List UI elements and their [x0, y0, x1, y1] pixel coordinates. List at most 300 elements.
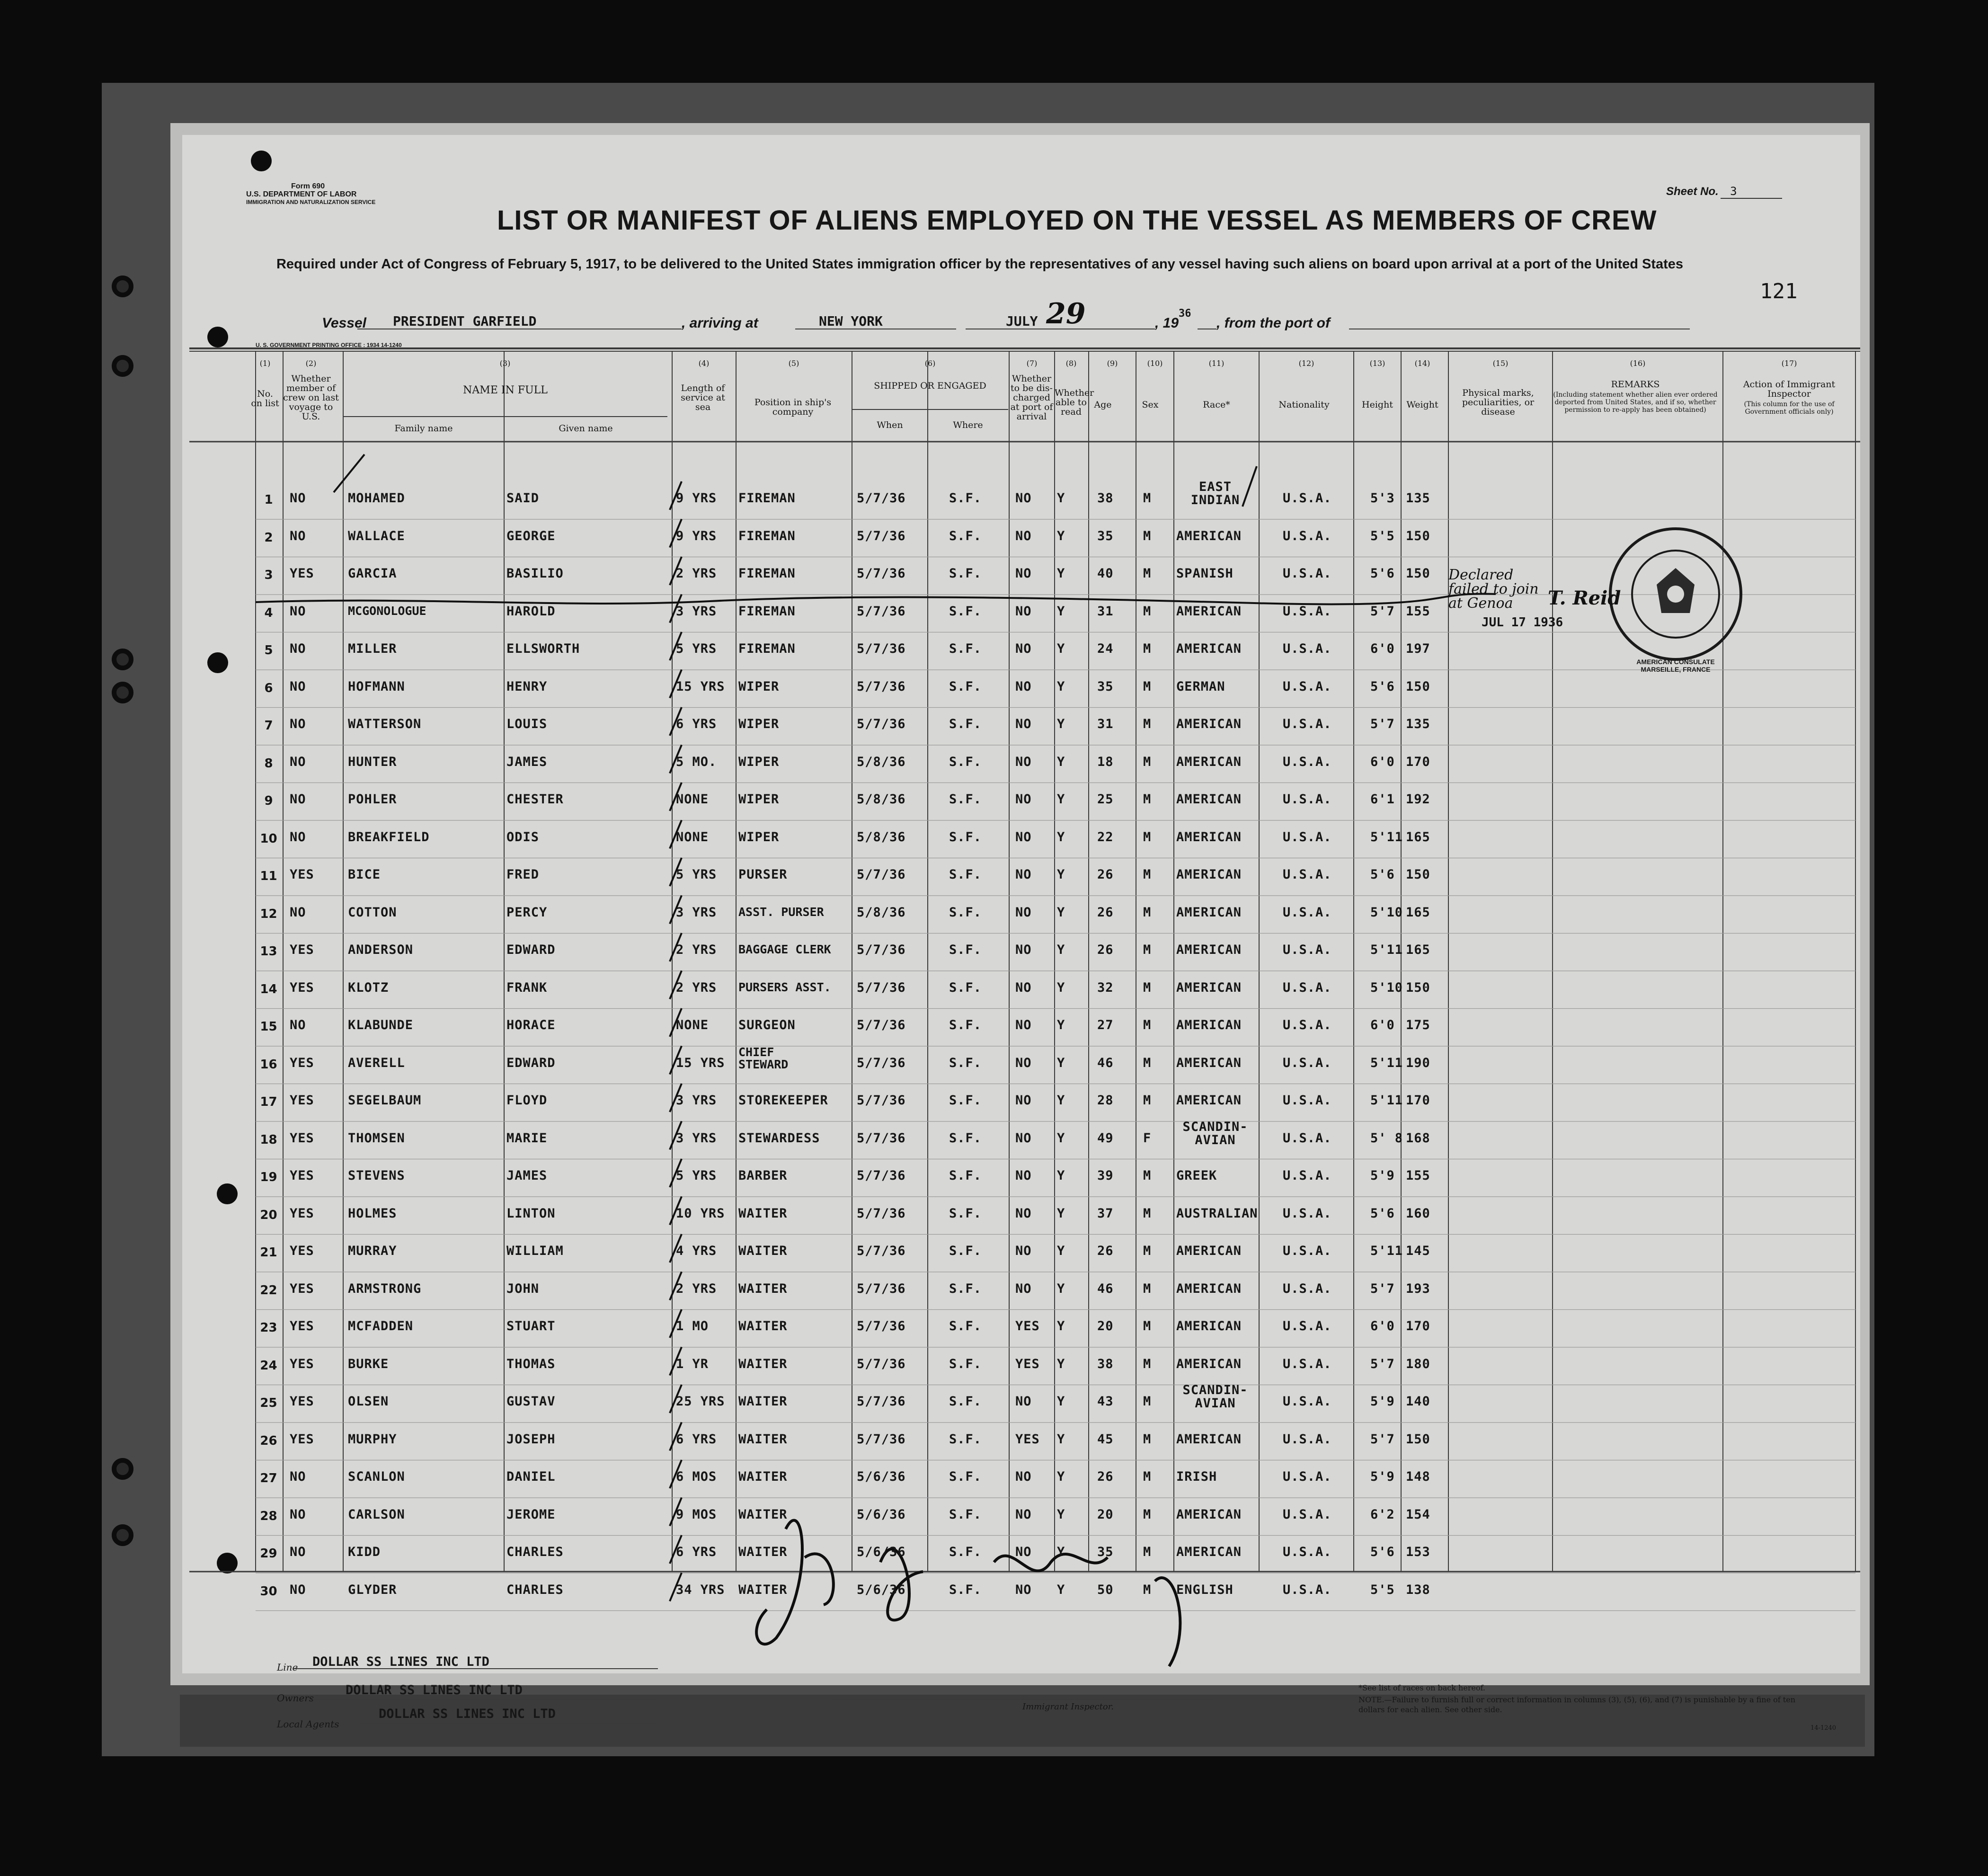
shipped-where-cell: S.F.	[949, 1055, 982, 1070]
family-name-cell: KLABUNDE	[348, 1018, 414, 1032]
able-to-read-cell: Y	[1057, 1394, 1065, 1409]
length-of-service-cell: 9 MOS	[676, 1507, 717, 1522]
nationality-cell: U.S.A.	[1283, 1130, 1332, 1146]
height-cell: 5'11	[1370, 829, 1403, 845]
length-of-service-cell: 5 MO.	[676, 754, 717, 769]
position-cell: FIREMAN	[738, 491, 796, 506]
crew-last-voyage-cell: YES	[290, 1168, 314, 1183]
line-value: DOLLAR SS LINES INC LTD	[312, 1654, 489, 1669]
nationality-cell: U.S.A.	[1283, 1244, 1332, 1258]
to-be-discharged-cell: NO	[1015, 679, 1032, 694]
nationality-cell: U.S.A.	[1283, 905, 1332, 920]
age-cell: 26	[1097, 1244, 1114, 1258]
arrival-port: NEW YORK	[819, 313, 883, 329]
to-be-discharged-cell: NO	[1015, 566, 1032, 581]
height-cell: 6'0	[1370, 641, 1395, 656]
column-number: (13)	[1369, 359, 1385, 368]
header-remarks: REMARKS	[1611, 379, 1660, 390]
row-number: 2	[264, 530, 273, 545]
header-position: Position in ship's company	[754, 397, 832, 417]
sex-cell: M	[1143, 905, 1152, 920]
header-nationality: Nationality	[1278, 400, 1330, 410]
able-to-read-cell: Y	[1057, 491, 1065, 506]
crew-last-voyage-cell: NO	[290, 491, 306, 506]
able-to-read-cell: Y	[1057, 792, 1065, 807]
length-of-service-cell: 3 YRS	[676, 1130, 717, 1146]
column-number: (1)	[259, 359, 271, 368]
given-name-cell: LINTON	[506, 1206, 556, 1221]
race-cell: AUSTRALIAN	[1176, 1206, 1258, 1221]
crew-last-voyage-cell: YES	[290, 1281, 314, 1296]
header-crew-last-voyage: Whether member of crew on last voyage to U.S.	[283, 373, 339, 422]
weight-cell: 193	[1406, 1281, 1430, 1296]
position-cell: BARBER	[738, 1168, 788, 1183]
nationality-cell: U.S.A.	[1283, 1168, 1332, 1183]
shipped-when-cell: 5/7/36	[857, 566, 906, 581]
race-cell: GERMAN	[1176, 679, 1225, 694]
row-number: 3	[264, 568, 273, 582]
able-to-read-cell: Y	[1057, 1055, 1065, 1070]
able-to-read-cell: Y	[1057, 1582, 1065, 1597]
given-name-cell: JEROME	[506, 1507, 556, 1522]
header-no-on-list: No. on list	[251, 389, 279, 409]
sex-cell: M	[1143, 980, 1152, 995]
race-cell: AMERICAN	[1176, 754, 1242, 769]
row-number: 26	[260, 1433, 277, 1448]
nationality-cell: U.S.A.	[1283, 1319, 1332, 1334]
to-be-discharged-cell: NO	[1015, 905, 1032, 920]
nationality-cell: U.S.A.	[1283, 491, 1332, 506]
column-number: (10)	[1147, 359, 1163, 368]
height-cell: 6'0	[1370, 1319, 1395, 1334]
position-cell: WAITER	[738, 1206, 788, 1221]
position-cell: STEWARDESS	[738, 1130, 820, 1146]
weight-cell: 138	[1406, 1582, 1430, 1597]
shipped-where-cell: S.F.	[949, 1206, 982, 1221]
row-number: 7	[264, 719, 273, 733]
length-of-service-cell: 6 YRS	[676, 717, 717, 731]
position-cell: WAITER	[738, 1319, 788, 1334]
to-be-discharged-cell: NO	[1015, 1130, 1032, 1146]
stamp-text: AMERICAN CONSULATE MARSEILLE, FRANCE	[1636, 658, 1715, 673]
weight-cell: 170	[1406, 1093, 1430, 1108]
age-cell: 20	[1097, 1319, 1114, 1334]
age-cell: 35	[1097, 1545, 1114, 1559]
shipped-when-cell: 5/8/36	[857, 792, 906, 807]
header-name-in-full: NAME IN FULL	[463, 384, 548, 396]
age-cell: 31	[1097, 604, 1114, 619]
vessel-label: Vessel	[322, 315, 366, 331]
able-to-read-cell: Y	[1057, 1469, 1065, 1484]
nationality-cell: U.S.A.	[1283, 641, 1332, 656]
position-cell: FIREMAN	[738, 641, 796, 656]
weight-cell: 150	[1406, 1431, 1430, 1447]
to-be-discharged-cell: NO	[1015, 1206, 1032, 1221]
length-of-service-cell: 15 YRS	[676, 1055, 725, 1070]
header-height: Height	[1362, 400, 1393, 410]
column-number: (4)	[698, 359, 710, 368]
height-cell: 5'10	[1370, 980, 1403, 995]
weight-cell: 197	[1406, 641, 1430, 656]
row-number: 15	[260, 1020, 277, 1034]
height-cell: 5'6	[1370, 1206, 1395, 1221]
race-cell: AMERICAN	[1176, 604, 1242, 619]
height-cell: 5'7	[1370, 1431, 1395, 1447]
shipped-when-cell: 5/7/36	[857, 1018, 906, 1032]
row-number: 19	[260, 1170, 277, 1184]
weight-cell: 145	[1406, 1244, 1430, 1258]
shipped-where-cell: S.F.	[949, 566, 982, 581]
able-to-read-cell: Y	[1057, 980, 1065, 995]
length-of-service-cell: 6 YRS	[676, 1545, 717, 1559]
header-able-read: Whether able to read	[1055, 388, 1094, 417]
shipped-where-cell: S.F.	[949, 1018, 982, 1032]
to-be-discharged-cell: NO	[1015, 641, 1032, 656]
sex-cell: M	[1143, 604, 1152, 619]
family-name-cell: SEGELBAUM	[348, 1093, 422, 1108]
header-when: When	[877, 420, 903, 430]
height-cell: 5'6	[1370, 1545, 1395, 1559]
given-name-cell: HORACE	[506, 1018, 556, 1032]
length-of-service-cell: 25 YRS	[676, 1394, 725, 1409]
shipped-when-cell: 5/6/36	[857, 1507, 906, 1522]
weight-cell: 155	[1406, 604, 1430, 619]
shipped-when-cell: 5/7/36	[857, 491, 906, 506]
shipped-when-cell: 5/7/36	[857, 528, 906, 543]
age-cell: 38	[1097, 491, 1114, 506]
shipped-where-cell: S.F.	[949, 717, 982, 731]
crew-last-voyage-cell: NO	[290, 792, 306, 807]
given-name-cell: CHARLES	[506, 1545, 564, 1559]
header-remarks-sub: (Including statement whether alien ever ordered deported from United States, and if so, whether permission to re-apply has been obtained)	[1553, 391, 1718, 414]
position-cell: WIPER	[738, 717, 780, 731]
given-name-cell: WILLIAM	[506, 1244, 564, 1258]
age-cell: 46	[1097, 1281, 1114, 1296]
race-cell: AMERICAN	[1176, 1244, 1242, 1258]
row-number: 23	[260, 1321, 277, 1335]
row-number: 13	[260, 944, 277, 959]
weight-cell: 150	[1406, 679, 1430, 694]
form-department: U.S. DEPARTMENT OF LABOR	[246, 190, 357, 198]
given-name-cell: DANIEL	[506, 1469, 556, 1484]
row-number: 8	[264, 756, 273, 771]
crew-last-voyage-cell: NO	[290, 754, 306, 769]
to-be-discharged-cell: NO	[1015, 1507, 1032, 1522]
position-cell: WIPER	[738, 792, 780, 807]
able-to-read-cell: Y	[1057, 1168, 1065, 1183]
column-number: (7)	[1026, 359, 1038, 368]
shipped-where-cell: S.F.	[949, 1281, 982, 1296]
weight-cell: 175	[1406, 1018, 1430, 1032]
height-cell: 5'6	[1370, 679, 1395, 694]
given-name-cell: ODIS	[506, 829, 540, 845]
sex-cell: M	[1143, 1469, 1152, 1484]
crew-last-voyage-cell: NO	[290, 679, 306, 694]
row-number: 17	[260, 1095, 277, 1109]
given-name-cell: THOMAS	[506, 1356, 556, 1371]
local-agents-label: Local Agents	[277, 1718, 339, 1730]
weight-cell: 154	[1406, 1507, 1430, 1522]
height-cell: 5'5	[1370, 1582, 1395, 1597]
position-cell: WAITER	[738, 1507, 788, 1522]
family-name-cell: SCANLON	[348, 1469, 405, 1484]
page-number: 121	[1760, 279, 1798, 303]
shipped-where-cell: S.F.	[949, 792, 982, 807]
length-of-service-cell: 3 YRS	[676, 604, 717, 619]
shipped-when-cell: 5/7/36	[857, 980, 906, 995]
weight-cell: 170	[1406, 754, 1430, 769]
height-cell: 5' 8	[1370, 1130, 1403, 1146]
age-cell: 49	[1097, 1130, 1114, 1146]
sex-cell: M	[1143, 829, 1152, 845]
nationality-cell: U.S.A.	[1283, 1469, 1332, 1484]
position-cell: WAITER	[738, 1244, 788, 1258]
crew-last-voyage-cell: NO	[290, 829, 306, 845]
shipped-when-cell: 5/7/36	[857, 1093, 906, 1108]
family-name-cell: HOLMES	[348, 1206, 397, 1221]
position-cell: WAITER	[738, 1469, 788, 1484]
header-given-name: Given name	[559, 423, 613, 434]
crew-last-voyage-cell: NO	[290, 1582, 306, 1597]
shipped-where-cell: S.F.	[949, 1394, 982, 1409]
weight-cell: 150	[1406, 566, 1430, 581]
printing-office-line: U. S. GOVERNMENT PRINTING OFFICE : 1934 14-1240	[256, 342, 402, 348]
age-cell: 24	[1097, 641, 1114, 656]
to-be-discharged-cell: NO	[1015, 717, 1032, 731]
length-of-service-cell: NONE	[676, 829, 709, 845]
header-race: Race*	[1203, 400, 1230, 410]
to-be-discharged-cell: NO	[1015, 829, 1032, 845]
age-cell: 25	[1097, 792, 1114, 807]
crew-last-voyage-cell: YES	[290, 867, 314, 882]
shipped-where-cell: S.F.	[949, 1244, 982, 1258]
row4-remark-handwritten: Declared failed to join at Genoa	[1448, 567, 1539, 612]
length-of-service-cell: 34 YRS	[676, 1582, 725, 1597]
row-number: 20	[260, 1208, 277, 1222]
position-cell: WAITER	[738, 1394, 788, 1409]
position-cell: CHIEF STEWARD	[738, 1045, 789, 1071]
sex-cell: M	[1143, 1093, 1152, 1108]
nationality-cell: U.S.A.	[1283, 980, 1332, 995]
position-cell: WAITER	[738, 1281, 788, 1296]
shipped-where-cell: S.F.	[949, 1356, 982, 1371]
to-be-discharged-cell: NO	[1015, 491, 1032, 506]
column-number: (6)	[924, 359, 936, 368]
length-of-service-cell: 6 MOS	[676, 1469, 717, 1484]
nationality-cell: U.S.A.	[1283, 754, 1332, 769]
age-cell: 38	[1097, 1356, 1114, 1371]
sex-cell: F	[1143, 1130, 1152, 1146]
able-to-read-cell: Y	[1057, 942, 1065, 957]
family-name-cell: STEVENS	[348, 1168, 405, 1183]
given-name-cell: MARIE	[506, 1130, 548, 1146]
shipped-when-cell: 5/8/36	[857, 905, 906, 920]
races-note: *See list of races on back hereof.	[1358, 1683, 1486, 1692]
weight-cell: 168	[1406, 1130, 1430, 1146]
able-to-read-cell: Y	[1057, 1244, 1065, 1258]
given-name-cell: LOUIS	[506, 717, 548, 731]
length-of-service-cell: 5 YRS	[676, 1168, 717, 1183]
shipped-where-cell: S.F.	[949, 491, 982, 506]
family-name-cell: BICE	[348, 867, 381, 882]
length-of-service-cell: 2 YRS	[676, 566, 717, 581]
race-cell: IRISH	[1176, 1469, 1217, 1484]
able-to-read-cell: Y	[1057, 1356, 1065, 1371]
race-cell: AMERICAN	[1176, 717, 1242, 731]
length-of-service-cell: NONE	[676, 1018, 709, 1032]
sex-cell: M	[1143, 942, 1152, 957]
race-cell: AMERICAN	[1176, 792, 1242, 807]
weight-cell: 150	[1406, 980, 1430, 995]
height-cell: 5'11	[1370, 1244, 1403, 1258]
nationality-cell: U.S.A.	[1283, 1055, 1332, 1070]
length-of-service-cell: 2 YRS	[676, 1281, 717, 1296]
family-name-cell: AVERELL	[348, 1055, 405, 1070]
race-cell: AMERICAN	[1176, 1545, 1242, 1559]
nationality-cell: U.S.A.	[1283, 528, 1332, 543]
sex-cell: M	[1143, 491, 1152, 506]
sex-cell: M	[1143, 528, 1152, 543]
to-be-discharged-cell: NO	[1015, 1093, 1032, 1108]
family-name-cell: MCFADDEN	[348, 1319, 414, 1334]
shipped-where-cell: S.F.	[949, 1507, 982, 1522]
form-service: IMMIGRATION AND NATURALIZATION SERVICE	[246, 199, 376, 205]
height-cell: 5'9	[1370, 1394, 1395, 1409]
position-cell: PURSERS ASST.	[738, 980, 831, 994]
race-cell: SCANDIN-AVIAN	[1182, 1383, 1248, 1411]
length-of-service-cell: 1 MO	[676, 1319, 709, 1334]
shipped-when-cell: 5/7/36	[857, 1394, 906, 1409]
sex-cell: M	[1143, 754, 1152, 769]
crew-last-voyage-cell: YES	[290, 1394, 314, 1409]
sex-cell: M	[1143, 566, 1152, 581]
race-cell: AMERICAN	[1176, 1356, 1242, 1371]
age-cell: 35	[1097, 679, 1114, 694]
height-cell: 5'5	[1370, 528, 1395, 543]
height-cell: 6'1	[1370, 792, 1395, 807]
to-be-discharged-cell: NO	[1015, 1469, 1032, 1484]
form-code: 14-1240	[1810, 1725, 1837, 1732]
length-of-service-cell: 3 YRS	[676, 905, 717, 920]
sex-cell: M	[1143, 641, 1152, 656]
able-to-read-cell: Y	[1057, 566, 1065, 581]
family-name-cell: COTTON	[348, 905, 397, 920]
race-cell: AMERICAN	[1176, 942, 1242, 957]
crew-last-voyage-cell: YES	[290, 980, 314, 995]
able-to-read-cell: Y	[1057, 1431, 1065, 1447]
weight-cell: 148	[1406, 1469, 1430, 1484]
able-to-read-cell: Y	[1057, 754, 1065, 769]
sex-cell: M	[1143, 1431, 1152, 1447]
header-weight: Weight	[1406, 400, 1438, 410]
position-cell: PURSER	[738, 867, 788, 882]
nationality-cell: U.S.A.	[1283, 1394, 1332, 1409]
able-to-read-cell: Y	[1057, 1545, 1065, 1559]
shipped-when-cell: 5/6/36	[857, 1582, 906, 1597]
sex-cell: M	[1143, 1206, 1152, 1221]
to-be-discharged-cell: NO	[1015, 792, 1032, 807]
given-name-cell: SAID	[506, 491, 540, 506]
crew-last-voyage-cell: NO	[290, 717, 306, 731]
sex-cell: M	[1143, 1394, 1152, 1409]
length-of-service-cell: 4 YRS	[676, 1244, 717, 1258]
shipped-where-cell: S.F.	[949, 1582, 982, 1597]
shipped-when-cell: 5/6/36	[857, 1545, 906, 1559]
nationality-cell: U.S.A.	[1283, 1431, 1332, 1447]
shipped-where-cell: S.F.	[949, 641, 982, 656]
length-of-service-cell: 2 YRS	[676, 942, 717, 957]
able-to-read-cell: Y	[1057, 528, 1065, 543]
family-name-cell: KLOTZ	[348, 980, 389, 995]
family-name-cell: ARMSTRONG	[348, 1281, 422, 1296]
height-cell: 5'9	[1370, 1168, 1395, 1183]
shipped-where-cell: S.F.	[949, 1168, 982, 1183]
able-to-read-cell: Y	[1057, 1130, 1065, 1146]
height-cell: 5'7	[1370, 604, 1395, 619]
nationality-cell: U.S.A.	[1283, 1356, 1332, 1371]
given-name-cell: ELLSWORTH	[506, 641, 580, 656]
crew-last-voyage-cell: NO	[290, 1545, 306, 1559]
position-cell: FIREMAN	[738, 566, 796, 581]
weight-cell: 170	[1406, 1319, 1430, 1334]
height-cell: 5'10	[1370, 905, 1403, 920]
to-be-discharged-cell: NO	[1015, 980, 1032, 995]
crew-last-voyage-cell: YES	[290, 1130, 314, 1146]
age-cell: 22	[1097, 829, 1114, 845]
nationality-cell: U.S.A.	[1283, 1093, 1332, 1108]
owners-label: Owners	[277, 1692, 314, 1704]
sex-cell: M	[1143, 1281, 1152, 1296]
stamp-date: JUL 17 1936	[1482, 615, 1563, 630]
race-cell: GREEK	[1176, 1168, 1217, 1183]
sex-cell: M	[1143, 717, 1152, 731]
able-to-read-cell: Y	[1057, 1507, 1065, 1522]
row-number: 6	[264, 681, 273, 695]
header-age: Age	[1094, 400, 1112, 410]
column-number: (3)	[499, 359, 511, 368]
crew-last-voyage-cell: YES	[290, 1244, 314, 1258]
length-of-service-cell: 5 YRS	[676, 867, 717, 882]
family-name-cell: GARCIA	[348, 566, 397, 581]
shipped-when-cell: 5/7/36	[857, 1244, 906, 1258]
column-number: (15)	[1492, 359, 1509, 368]
page-subtitle: Required under Act of Congress of February 5, 1917, to be delivered to the United States immigration officer by the representatives of any vessel having such aliens on board upon arrival at a port of the United States	[276, 257, 1684, 272]
able-to-read-cell: Y	[1057, 1093, 1065, 1108]
length-of-service-cell: NONE	[676, 792, 709, 807]
page-title: LIST OR MANIFEST OF ALIENS EMPLOYED ON THE VESSEL AS MEMBERS OF CREW	[497, 205, 1657, 236]
header-length-service: Length of service at sea	[681, 383, 725, 412]
crew-last-voyage-cell: YES	[290, 1319, 314, 1334]
nationality-cell: U.S.A.	[1283, 1507, 1332, 1522]
age-cell: 26	[1097, 905, 1114, 920]
row-number: 30	[260, 1584, 277, 1599]
given-name-cell: FRED	[506, 867, 540, 882]
shipped-when-cell: 5/7/36	[857, 641, 906, 656]
length-of-service-cell: 2 YRS	[676, 980, 717, 995]
given-name-cell: GEORGE	[506, 528, 556, 543]
weight-cell: 160	[1406, 1206, 1430, 1221]
weight-cell: 150	[1406, 528, 1430, 543]
age-cell: 31	[1097, 717, 1114, 731]
crew-last-voyage-cell: YES	[290, 1055, 314, 1070]
row-number: 14	[260, 982, 277, 996]
weight-cell: 150	[1406, 867, 1430, 882]
family-name-cell: OLSEN	[348, 1394, 389, 1409]
column-number: (11)	[1208, 359, 1225, 368]
shipped-where-cell: S.F.	[949, 905, 982, 920]
race-cell: AMERICAN	[1176, 1018, 1242, 1032]
family-name-cell: BURKE	[348, 1356, 389, 1371]
